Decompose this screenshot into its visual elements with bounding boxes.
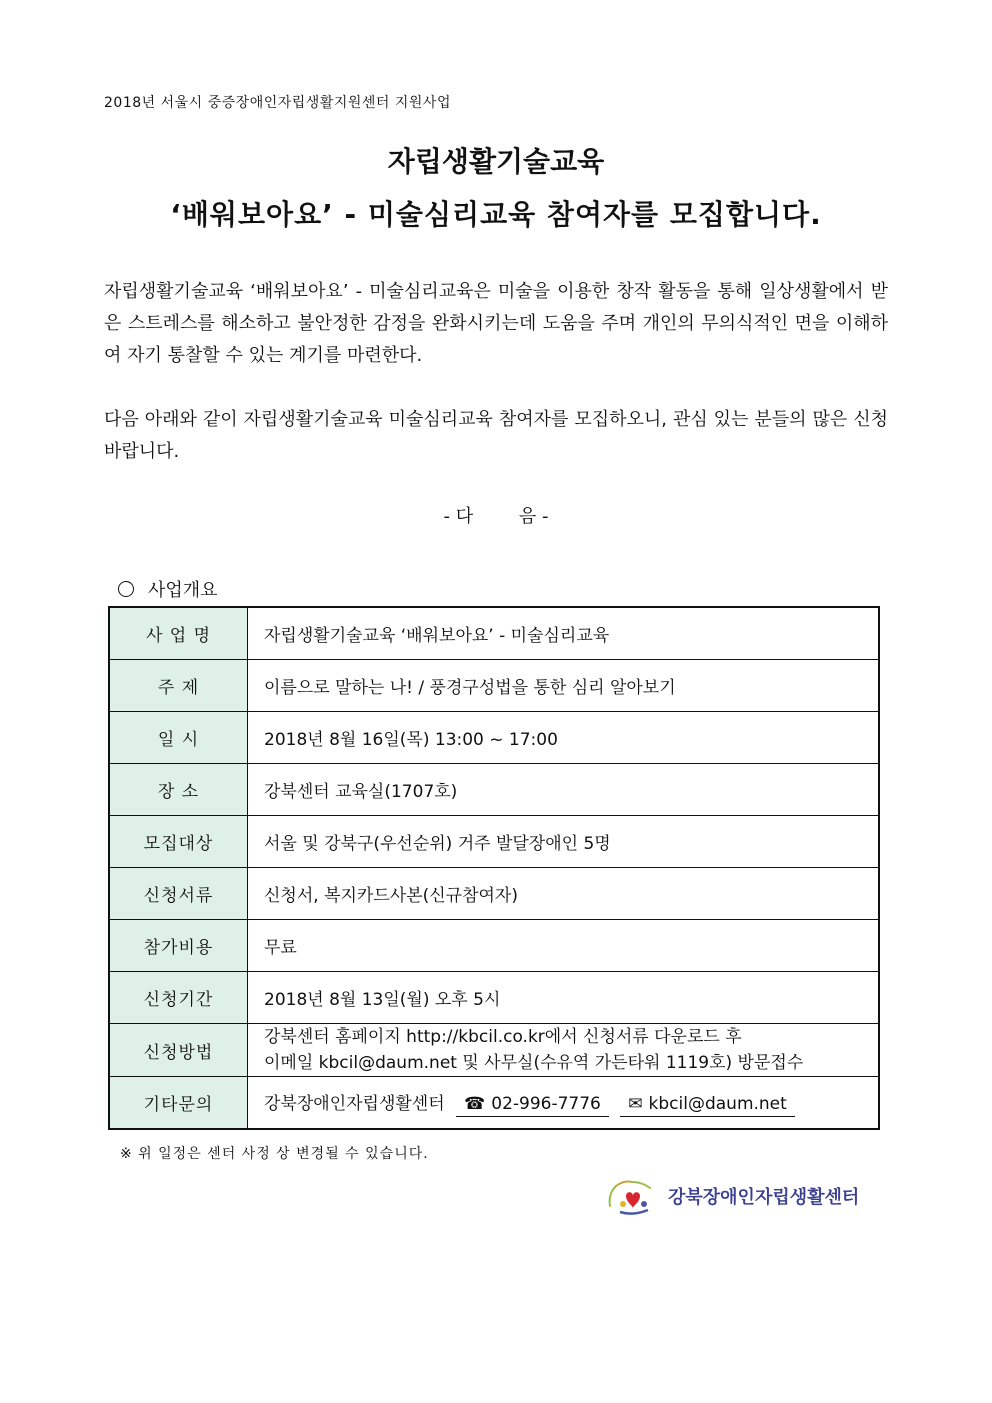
next-heading: - 다 음 - (443, 506, 549, 527)
row-label: 장 소 (109, 764, 248, 816)
invitation-paragraph: 다음 아래와 같이 자립생활기술교육 미술심리교육 참여자를 모집하오니, 관심 있는 분들의 많은 신청바랍니다. (104, 409, 888, 462)
row-label: 일 시 (109, 712, 248, 764)
title-line-2: ‘배워보아요’ - 미술심리교육 참여자를 모집합니다. (170, 198, 822, 231)
table-row (109, 868, 879, 920)
application-method-line-1: 강북센터 홈페이지 http://kbcil.co.kr에서 신청서류 다운로드 후 (264, 1027, 742, 1047)
contact-phone-number: 02-996-7776 (491, 1093, 601, 1114)
contact-email[interactable] (620, 1094, 795, 1117)
table-row (109, 607, 879, 660)
table-row (109, 660, 879, 712)
row-label: 신청기간 (109, 972, 248, 1024)
telephone-icon: ☎ (464, 1093, 486, 1114)
contact-phone[interactable] (456, 1094, 609, 1117)
row-value (248, 1024, 880, 1077)
overview-table (108, 606, 880, 1130)
table-row (109, 1077, 879, 1130)
table-row (109, 816, 879, 868)
row-value: 2018년 8월 16일(목) 13:00 ~ 17:00 (248, 712, 880, 764)
logo-text: 강북장애인자립생활센터 (668, 1187, 860, 1208)
header-subtitle: 2018년 서울시 중증장애인자립생활지원센터 지원사업 (104, 95, 451, 111)
row-label: 참가비용 (109, 920, 248, 972)
heart-people-logo-icon (604, 1176, 664, 1216)
table-row (109, 712, 879, 764)
table-row (109, 764, 879, 816)
row-label: 모집대상 (109, 816, 248, 868)
section-heading (118, 576, 218, 602)
contact-org: 강북장애인자립생활센터 (264, 1093, 445, 1114)
intro-paragraph: 자립생활기술교육 ‘배워보아요’ - 미술심리교육은 미술을 이용한 창작 활동을 통해 일상생활에서 받은 스트레스를 해소하고 불안정한 감정을 완화시키는데 도움을 주며 개인의 무의식적인 면을 이해하여 자기 통찰할 수 있는 계기를 마련한다. (104, 281, 888, 366)
row-value (248, 1077, 880, 1130)
row-value: 신청서, 복지카드사본(신규참여자) (248, 868, 880, 920)
row-label: 신청서류 (109, 868, 248, 920)
table-row (109, 1024, 879, 1077)
row-label: 사 업 명 (109, 607, 248, 660)
row-value: 자립생활기술교육 ‘배워보아요’ - 미술심리교육 (248, 607, 880, 660)
row-value: 강북센터 교육실(1707호) (248, 764, 880, 816)
row-label: 신청방법 (109, 1024, 248, 1077)
table-row (109, 920, 879, 972)
envelope-icon: ✉ (628, 1093, 643, 1114)
row-label: 주 제 (109, 660, 248, 712)
center-logo (604, 1176, 859, 1216)
row-label: 기타문의 (109, 1077, 248, 1130)
title-line-1: 자립생활기술교육 (387, 145, 605, 178)
row-value: 서울 및 강북구(우선순위) 거주 발달장애인 5명 (248, 816, 880, 868)
row-value: 무료 (248, 920, 880, 972)
circle-bullet-icon (118, 581, 134, 597)
row-value: 이름으로 말하는 나! / 풍경구성법을 통한 심리 알아보기 (248, 660, 880, 712)
row-value: 2018년 8월 13일(월) 오후 5시 (248, 972, 880, 1024)
section-title-text: 사업개요 (148, 580, 218, 601)
contact-email-address: kbcil@daum.net (648, 1093, 787, 1114)
schedule-note: ※ 위 일정은 센터 사정 상 변경될 수 있습니다. (120, 1146, 429, 1162)
table-row (109, 972, 879, 1024)
application-method-line-2: 이메일 kbcil@daum.net 및 사무실(수유역 가든타워 1119호) 방문접수 (264, 1053, 804, 1073)
